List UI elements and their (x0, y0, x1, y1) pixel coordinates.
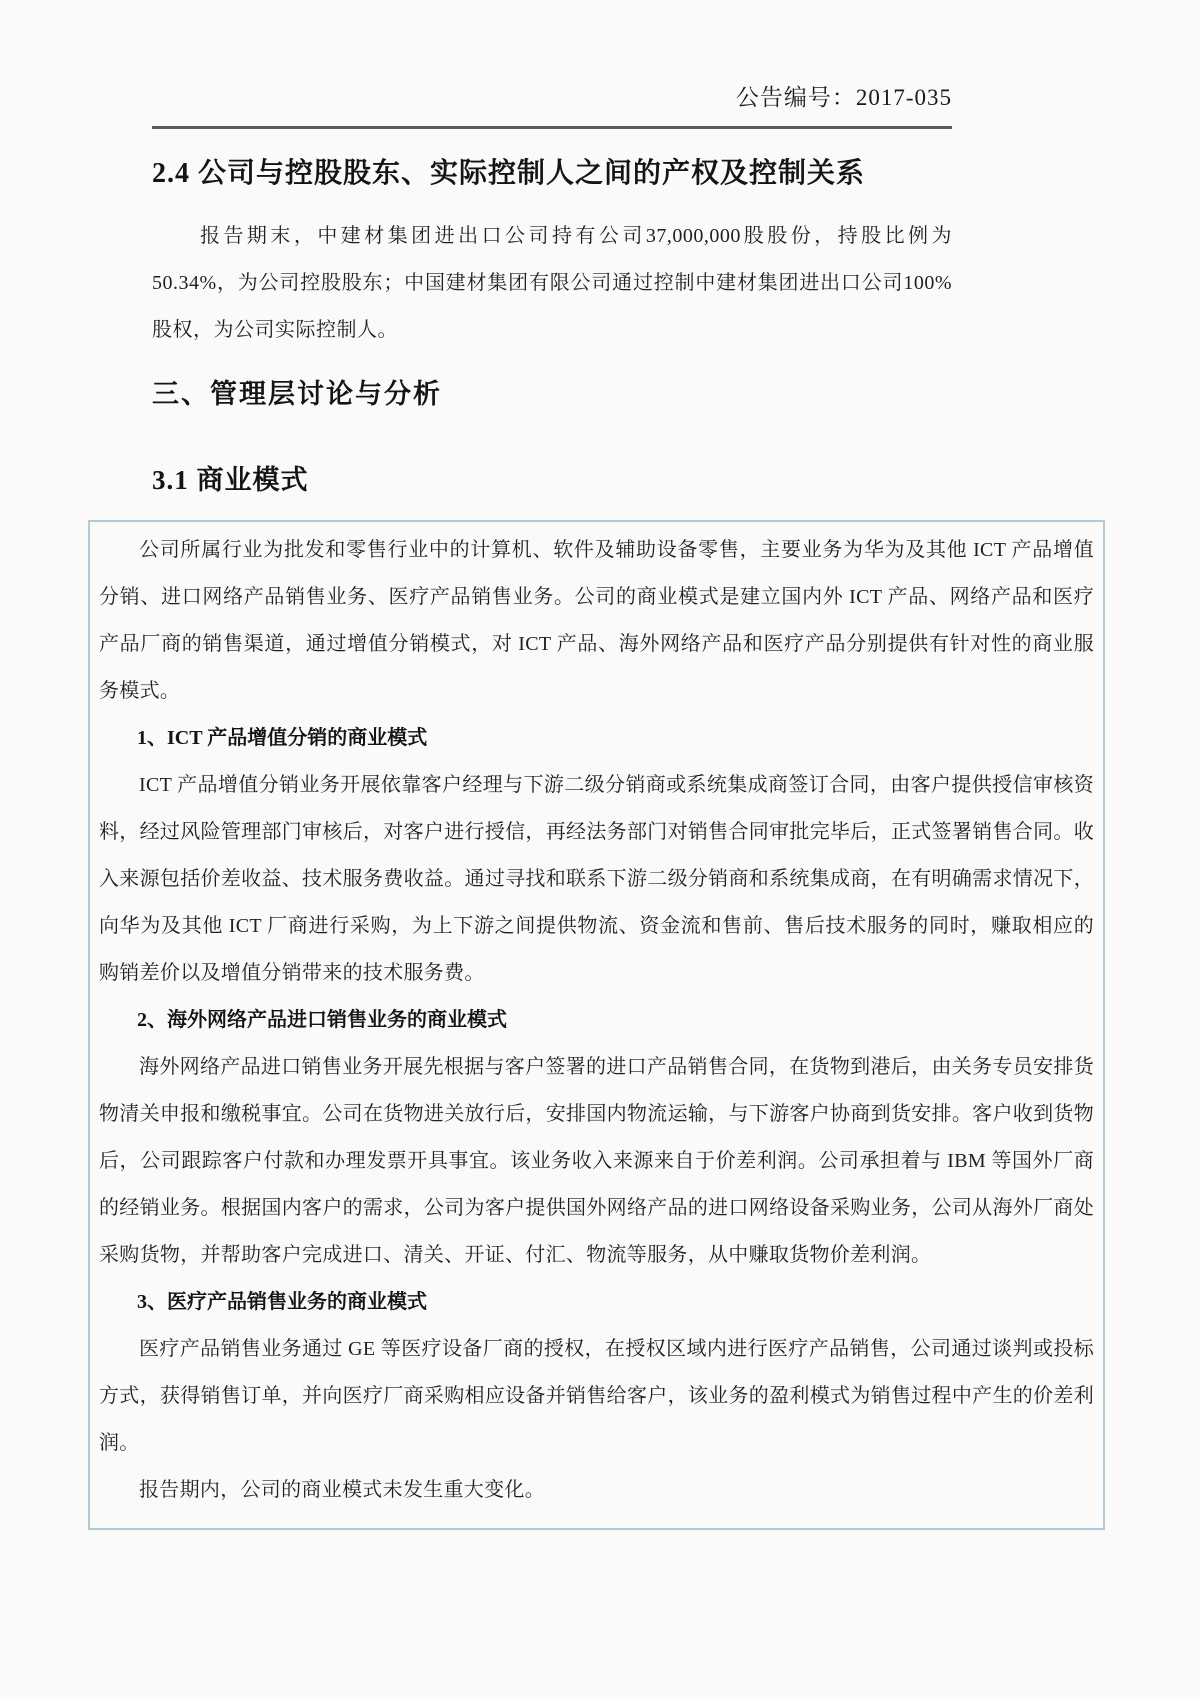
model-item (99, 1279, 1094, 1467)
model-item (99, 997, 1094, 1279)
box-intro-paragraph: 公司所属行业为批发和零售行业中的计算机、软件及辅助设备零售，主要业务为华为及其他 ICT 产品增值分销、进口网络产品销售业务、医疗产品销售业务。公司的商业模式是建立国内外 ICT 产品、网络产品和医疗产品厂商的销售渠道，通过增值分销模式，对 ICT 产品、海外网络产品和医疗产品分别提供有针对性的商业服务模式。 (99, 539, 1094, 702)
content-column (152, 84, 952, 498)
model-item-body: 医疗产品销售业务通过 GE 等医疗设备厂商的授权，在授权区域内进行医疗产品销售，公司通过谈判或投标方式，获得销售订单，并向医疗厂商采购相应设备并销售给客户，该业务的盈利模式为销售过程中产生的价差利润。 (99, 1338, 1094, 1454)
model-item-heading: 3、医疗产品销售业务的商业模式 (137, 1291, 427, 1313)
model-item-body: ICT 产品增值分销业务开展依靠客户经理与下游二级分销商或系统集成商签订合同，由客户提供授信审核资料，经过风险管理部门审核后，对客户进行授信，再经法务部门对销售合同审批完毕后，正式签署销售合同。收入来源包括价差收益、技术服务费收益。通过寻找和联系下游二级分销商和系统集成商，在有明确需求情况下，向华为及其他 ICT 厂商进行采购，为上下游之间提供物流、资金流和售前、售后技术服务的同时，赚取相应的购销差价以及增值分销带来的技术服务费。 (99, 774, 1094, 984)
model-item (99, 715, 1094, 997)
business-model-box (88, 520, 1105, 1530)
section-2-4-title: 2.4 公司与控股股东、实际控制人之间的产权及控制关系 (152, 158, 866, 189)
section-2-4-paragraph: 报告期末，中建材集团进出口公司持有公司37,000,000股股份，持股比例为50.34%，为公司控股股东；中国建材集团有限公司通过控制中建材集团进出口公司100%股权，为公司实际控制人。 (152, 225, 952, 341)
section-3-title: 三、管理层讨论与分析 (152, 379, 442, 409)
header-divider (152, 126, 952, 129)
announcement-number: 公告编号：2017-035 (735, 85, 952, 110)
model-item-heading: 2、海外网络产品进口销售业务的商业模式 (137, 1009, 507, 1031)
box-closing-paragraph: 报告期内，公司的商业模式未发生重大变化。 (139, 1479, 545, 1501)
model-item-body: 海外网络产品进口销售业务开展先根据与客户签署的进口产品销售合同，在货物到港后，由关务专员安排货物清关申报和缴税事宜。公司在货物进关放行后，安排国内物流运输，与下游客户协商到货安排。客户收到货物后，公司跟踪客户付款和办理发票开具事宜。该业务收入来源来自于价差利润。公司承担着与 IBM 等国外厂商的经销业务。根据国内客户的需求，公司为客户提供国外网络产品的进口网络设备采购业务，公司从海外厂商处采购货物，并帮助客户完成进口、清关、开证、付汇、物流等服务，从中赚取货物价差利润。 (99, 1056, 1094, 1266)
section-3-1-title: 3.1 商业模式 (152, 465, 309, 495)
model-item-heading: 1、ICT 产品增值分销的商业模式 (137, 727, 428, 749)
